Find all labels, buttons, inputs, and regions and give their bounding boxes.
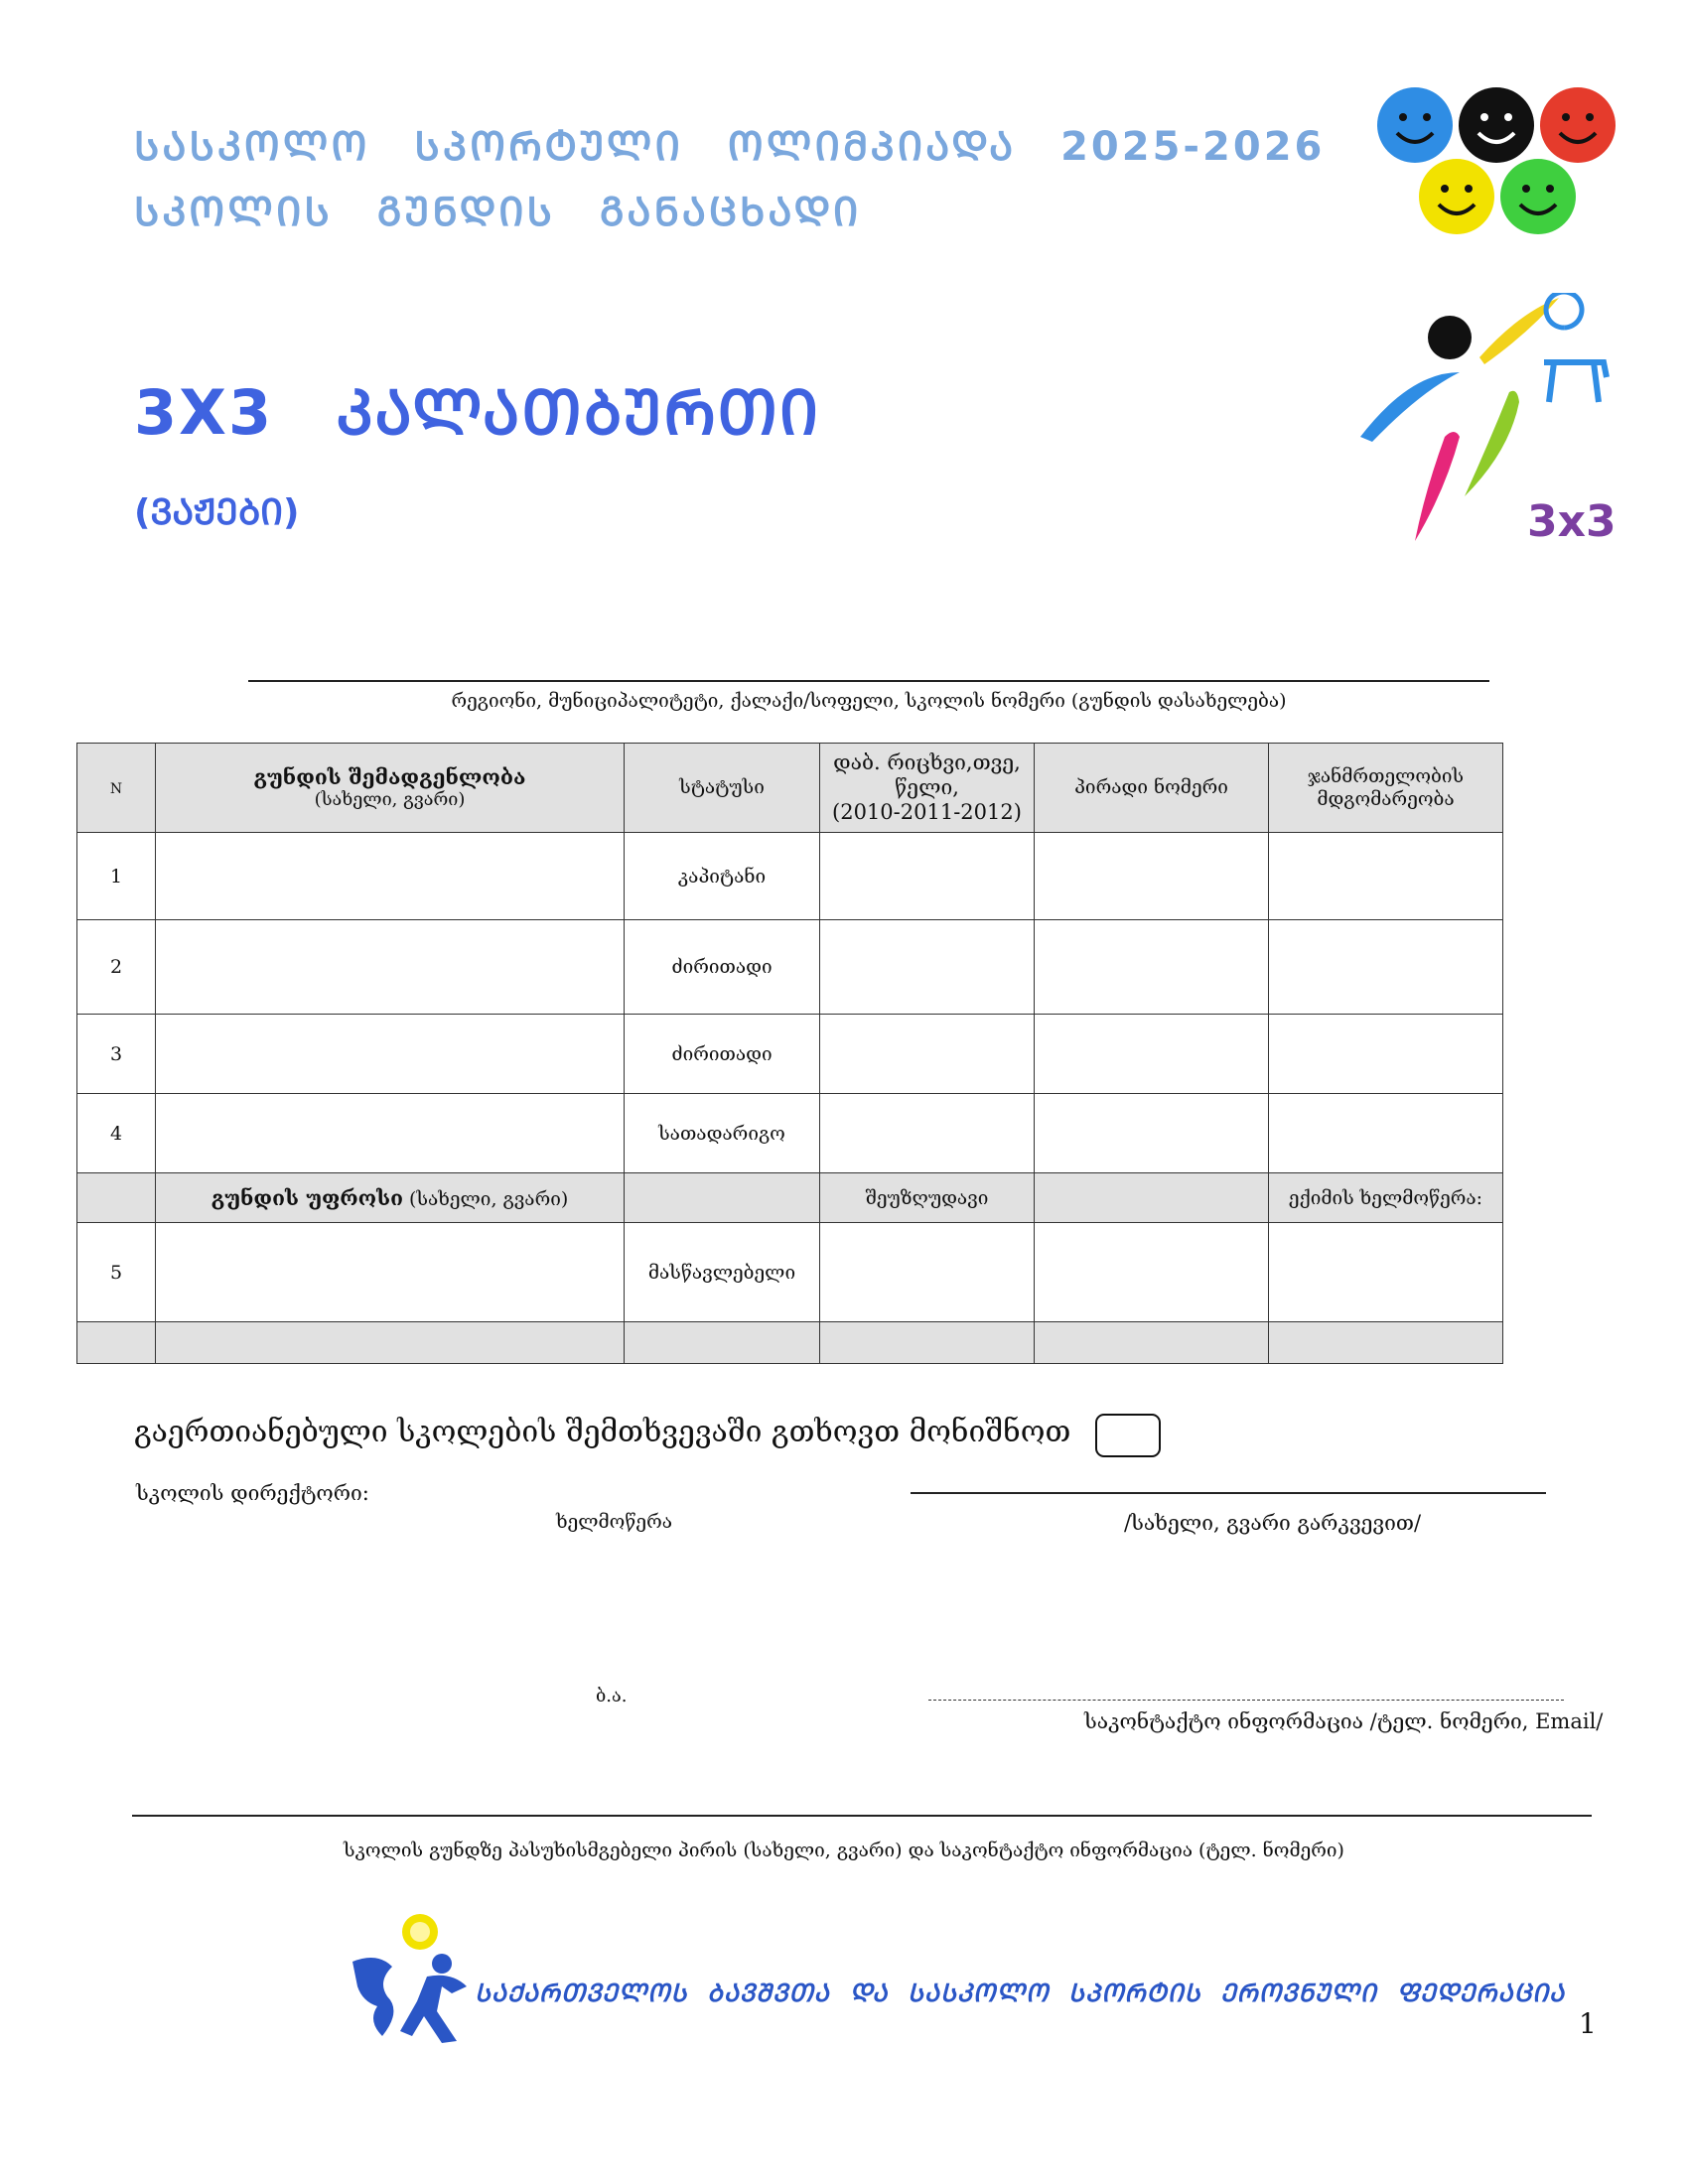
health-cell[interactable] [1269, 1094, 1503, 1173]
team-roster-table [76, 743, 1503, 1364]
page-number: 1 [1579, 2007, 1597, 2040]
federation-logo-icon [333, 1912, 482, 2051]
doctor-signature-cell[interactable] [1269, 1223, 1503, 1322]
row-number: 3 [77, 1015, 156, 1094]
responsible-person-label: სკოლის გუნდზე პასუხისმგებელი პირის (სახელი, გვარი) და საკონტაქტო ინფორმაცია (ტელ. ნომერი) [344, 1840, 1344, 1861]
table-row [77, 1015, 1503, 1094]
member-name-cell[interactable] [156, 833, 625, 920]
table-row [77, 920, 1503, 1015]
table-row [77, 1223, 1503, 1322]
leader-name-cell[interactable] [156, 1223, 625, 1322]
name-surname-label: /სახელი, გვარი გარკვევით/ [1124, 1511, 1422, 1535]
header-health-status: ჯანმრთელობის მდგომარეობა [1269, 744, 1503, 833]
row-number: 1 [77, 833, 156, 920]
region-label: რეგიონი, მუნიციპალიტეტი, ქალაქი/სოფელი, სკოლის ნომერი (გუნდის დასახელება) [451, 690, 1287, 712]
row-number: 5 [77, 1223, 156, 1322]
personal-number-cell[interactable] [1035, 1223, 1269, 1322]
health-cell[interactable] [1269, 1015, 1503, 1094]
personal-number-cell[interactable] [1035, 1015, 1269, 1094]
smiley-black-icon [1459, 87, 1534, 163]
basketball-3x3-logo [1350, 293, 1628, 561]
table-row [77, 833, 1503, 920]
doctor-signature-label: ექიმის ხელმოწერა: [1269, 1173, 1503, 1223]
personal-number-cell[interactable] [1035, 833, 1269, 920]
3x3-badge-text: 3x3 [1527, 496, 1617, 547]
united-schools-label: გაერთიანებული სკოლების შემთხვევაში გთხოვთ მონიშნოთ [134, 1415, 1071, 1449]
director-label: სკოლის დირექტორი: [136, 1481, 369, 1505]
health-cell[interactable] [1269, 833, 1503, 920]
header-title-line2: ᲡᲙᲝᲚᲘᲡ ᲒᲣᲜᲓᲘᲡ ᲒᲐᲜᲐᲪᲮᲐᲓᲘ [134, 190, 862, 235]
smiley-blue-icon [1377, 87, 1453, 163]
responsible-person-line[interactable] [132, 1815, 1592, 1817]
header-personal-number: პირადი ნომერი [1035, 744, 1269, 833]
team-leader-header-row [77, 1173, 1503, 1223]
sport-title: 3X3 ᲙᲐᲚᲐᲗᲑᲣᲠᲗᲘ [134, 376, 821, 449]
contact-info-label: საკონტაქტო ინფორმაცია /ტელ. ნომერი, Email/ [1084, 1709, 1604, 1733]
dob-cell[interactable] [820, 1094, 1035, 1173]
member-name-cell[interactable] [156, 1015, 625, 1094]
smiley-yellow-icon [1419, 159, 1494, 234]
header-team-members: გუნდის შემადგენლობა (სახელი, გვარი) [156, 744, 625, 833]
header-title-line1: ᲡᲐᲡᲙᲝᲚᲝ ᲡᲞᲝᲠᲢᲣᲚᲘ ᲝᲚᲘᲛᲞᲘᲐᲓᲐ 2025-2026 [134, 124, 1326, 170]
personal-number-cell[interactable] [1035, 920, 1269, 1015]
table-header-row [77, 744, 1503, 833]
member-name-cell[interactable] [156, 920, 625, 1015]
stamp-label: ბ.ა. [596, 1686, 628, 1706]
header-n: N [77, 744, 156, 833]
team-leader-label: გუნდის უფროსი (სახელი, გვარი) [156, 1173, 625, 1223]
personal-number-cell[interactable] [1035, 1094, 1269, 1173]
header-status: სტატუსი [625, 744, 820, 833]
status-cell: ძირითადი [625, 920, 820, 1015]
olympiad-smiley-logo [1375, 83, 1633, 242]
signature-label: ხელმოწერა [556, 1511, 672, 1533]
table-footer-row [77, 1322, 1503, 1364]
unrestricted-label: შეუზღუდავი [820, 1173, 1035, 1223]
health-cell[interactable] [1269, 920, 1503, 1015]
table-row [77, 1094, 1503, 1173]
status-cell: ძირითადი [625, 1015, 820, 1094]
smiley-green-icon [1500, 159, 1576, 234]
header-date-of-birth: დაბ. რიცხვი,თვე, წელი, (2010-2011-2012) [820, 744, 1035, 833]
row-number: 2 [77, 920, 156, 1015]
status-cell: სათადარიგო [625, 1094, 820, 1173]
region-underline [248, 680, 1489, 682]
director-name-line[interactable] [911, 1492, 1546, 1494]
status-cell: მასწავლებელი [625, 1223, 820, 1322]
dob-cell[interactable] [820, 1223, 1035, 1322]
dob-cell[interactable] [820, 1015, 1035, 1094]
member-name-cell[interactable] [156, 1094, 625, 1173]
smiley-red-icon [1540, 87, 1616, 163]
dob-cell[interactable] [820, 833, 1035, 920]
contact-dash-line[interactable] [928, 1700, 1564, 1701]
federation-name: ᲡᲐᲥᲐᲠᲗᲕᲔᲚᲝᲡ ᲑᲐᲕᲨᲕᲗᲐ ᲓᲐ ᲡᲐᲡᲙᲝᲚᲝ ᲡᲞᲝᲠᲢᲘᲡ ᲔᲠᲝᲕᲜᲣᲚᲘ ᲤᲔᲓᲔᲠᲐᲪᲘᲐ [475, 1979, 1566, 2007]
united-schools-checkbox[interactable] [1095, 1414, 1161, 1457]
row-number: 4 [77, 1094, 156, 1173]
category-subtitle: (ᲕᲐᲟᲔᲑᲘ) [134, 492, 300, 533]
status-cell: კაპიტანი [625, 833, 820, 920]
dob-cell[interactable] [820, 920, 1035, 1015]
